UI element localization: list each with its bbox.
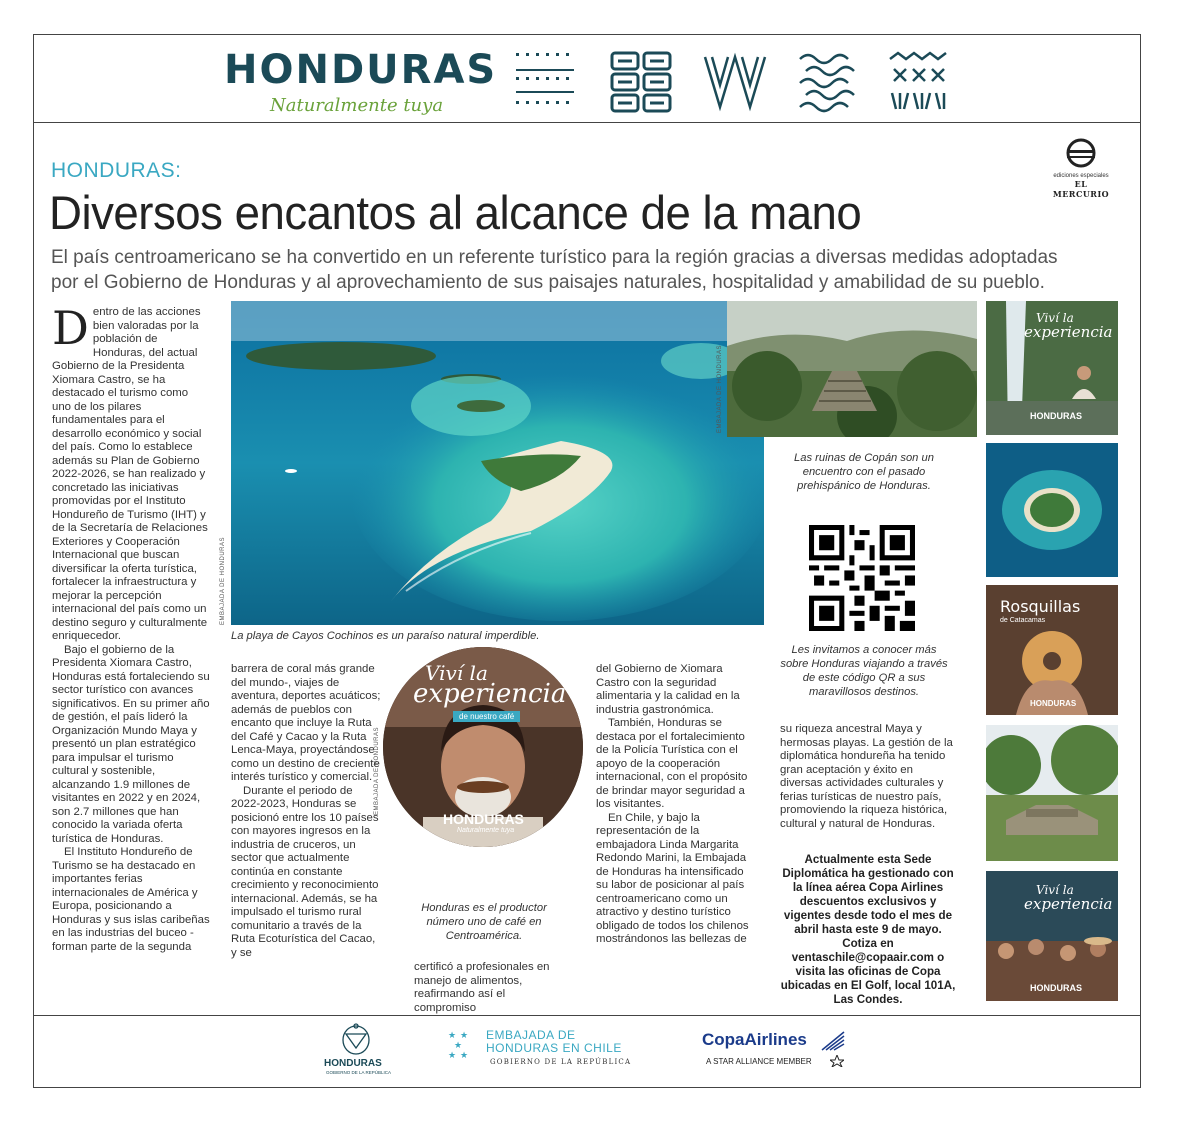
col1-paragraph-1: entro de las acciones bien valoradas por la población de Honduras, del actual Gobierno de la Presidenta Xiomara Castro, se ha destacado el turismo como uno de los pilares fundamentales para el desarrollo económico y social del país. Como lo establece además su Plan de Gobierno 2022-2026, se han realizado y concretado las iniciativas promovidas por el Instituto Hondureño de Turismo (IHT) y de la Secretaría de Relaciones Exteriores y Cooperación Internacional que buscan diversificar la oferta turística, fortalecer la infraestructura y mejorar la percepción internacional del país como un destino seguro y culturalmente enriquecedor. <box>52 306 208 642</box>
copan-court-image <box>986 725 1118 861</box>
footer-copa-sub: A STAR ALLIANCE MEMBER <box>706 1057 812 1066</box>
side-ad-festival[interactable] <box>986 871 1118 1001</box>
wave-v-pattern-icon <box>702 49 768 115</box>
photo-credit-2: EMBAJADA DE HONDURAS <box>717 344 723 433</box>
promo-block: Actualmente esta Sede Diplomática ha gestionado con la línea aérea Copa Airlines descuentos exclusivos y vigentes desde todo el mes de abril hasta este 9 de mayo. Cotiza en ventaschile@copaair.com o visita las oficinas de Copa ubicadas en El Golf, local 101A, Las Condes. <box>780 853 956 1006</box>
column-1 <box>52 301 210 954</box>
footer-logos <box>34 1015 1140 1087</box>
footer-honduras-logo: HONDURAS <box>324 1058 382 1069</box>
mercurio-name: EL MERCURIO <box>1052 179 1110 199</box>
photo-credit-1: EMBAJADA DE HONDURAS <box>220 536 226 625</box>
footer-embassy-line1: EMBAJADA DE <box>486 1028 576 1042</box>
col5-paragraph-1: su riqueza ancestral Maya y hermosas playas. La gestión de la diplomática hondureña ha tenido gran aceptación y éxito en diversas actividades culturales y ferias turísticas de nuestro país, promoviendo la riqueza histórica, cultural y natural de Honduras. <box>780 723 953 830</box>
mercurio-small: ediciones especiales <box>1053 173 1109 179</box>
waves-pattern-icon <box>796 49 862 115</box>
spiral-pattern-icon <box>608 49 674 115</box>
col2-paragraph-2: Durante el periodo de 2022-2023, Honduras se posicionó entre los 10 países con mayores ingresos en la industria de cruceros, un sector que actualmente continúa en constante crecimiento y reconocimiento internacional. Además, se ha impulsado el turismo rural comunitario a través de la Ruta Ecoturística del Cacao, y se <box>231 784 379 959</box>
col2-paragraph-1: barrera de coral más grande del mundo-, viajes de aventura, deportes acuáticos; además de pueblos con encanto que incluye la Ruta del Café y Cacao y la Ruta Lenca-Maya, proyectándose como un destino de creciente interés turístico y comercial. <box>231 663 381 783</box>
side-ad1-title-b: experiencia <box>1024 323 1113 341</box>
tribal-pattern-icon <box>886 49 952 115</box>
el-mercurio-logo <box>1046 138 1116 199</box>
side-ad1-title-a: Viví la <box>1036 311 1074 325</box>
header-banner <box>34 35 1140 123</box>
copan-ruins-photo <box>727 301 977 437</box>
footer-embassy-sub: GOBIERNO DE LA REPÚBLICA <box>490 1058 632 1066</box>
col4-paragraph-1: del Gobierno de Xiomara Castro con la seguridad alimentaria y la calidad en la industria gastronómica. <box>596 663 740 716</box>
side-ad-ruins[interactable] <box>986 725 1118 861</box>
side-ad5-title-a: Viví la <box>1036 883 1074 897</box>
article-headline: Diversos encantos al alcance de la mano <box>49 186 862 239</box>
mercurio-mark-icon <box>1061 138 1101 168</box>
side-ad5-title-b: experiencia <box>1024 895 1113 913</box>
footer-copa-logo: CopaAirlines <box>702 1030 807 1049</box>
cafe-poster <box>383 647 583 847</box>
svg-text:★: ★ <box>448 1051 457 1060</box>
island-top-view-image <box>986 443 1118 577</box>
star-alliance-icon <box>830 1055 844 1067</box>
column-5 <box>780 723 956 831</box>
svg-text:★: ★ <box>454 1041 463 1051</box>
side-ad-island[interactable] <box>986 443 1118 577</box>
col1-paragraph-3: El Instituto Hondureño de Turismo se ha destacado en importantes ferias internacionales de América y Europa, posicionando a Honduras y sus islas caribeñas en las industrias del buceo -forman parte de la segunda <box>52 846 210 953</box>
island-aerial-image <box>231 301 764 625</box>
col3-paragraph: certificó a profesionales en manejo de alimentos, reafirmando así el compromiso <box>414 961 550 1014</box>
side-ad-yoga[interactable] <box>986 301 1118 435</box>
svg-text:★: ★ <box>448 1031 457 1041</box>
cayos-cochinos-photo <box>231 301 764 625</box>
side-ad1-brand: HONDURAS <box>1030 411 1083 421</box>
side-ad3-brand: HONDURAS <box>1030 699 1077 708</box>
footer-embassy-line2: HONDURAS EN CHILE <box>486 1041 622 1055</box>
ruins-image <box>727 301 977 437</box>
footer-honduras-sub: GOBIERNO DE LA REPÚBLICA <box>326 1070 392 1075</box>
photo-credit-3: EMBAJADA DE HONDURAS <box>374 726 380 815</box>
cafe-title-a: Viví la <box>425 661 488 685</box>
side-ad-rosquillas[interactable] <box>986 585 1118 715</box>
side-ad5-brand: HONDURAS <box>1030 983 1083 993</box>
caption-cayos: La playa de Cayos Cochinos es un paraíso natural imperdible. <box>231 630 540 642</box>
svg-text:★: ★ <box>460 1051 469 1060</box>
page <box>33 34 1141 1088</box>
column-3 <box>414 961 564 1015</box>
cafe-ribbon: de nuestro café <box>453 711 520 722</box>
brand-tagline: Naturalmente tuya <box>270 95 444 116</box>
side-ad3-sub: de Catacamas <box>1000 617 1046 624</box>
drop-cap: D <box>52 301 89 355</box>
qr-code[interactable] <box>809 525 915 631</box>
svg-text:★: ★ <box>460 1031 469 1041</box>
dots-pattern-icon <box>512 49 578 115</box>
column-2 <box>231 663 383 960</box>
caption-cafe: Honduras es el productor número uno de café en Centroamérica. <box>421 902 547 942</box>
copa-stripes-icon <box>820 1030 846 1052</box>
honduras-coat-of-arms-icon <box>334 1022 378 1056</box>
caption-copan: Las ruinas de Copán son un encuentro con el pasado prehispánico de Honduras. <box>794 452 934 492</box>
col4-paragraph-2: También, Honduras se destaca por el fortalecimiento de la Policía Turística con el apoyo de la cooperación internacional, con el propósito de brindar mayor seguridad a los visitantes. <box>596 717 748 810</box>
cafe-title-b: experiencia <box>413 679 567 709</box>
side-ad3-title: Rosquillas <box>1000 597 1081 616</box>
col4-paragraph-3: En Chile, y bajo la representación de la embajadora Linda Margarita Redondo Marini, la Embajada de Honduras ha intensificado su labor de posicionar al país centroamericano como un atractivo y destino turístico obligado de todos los chilenos mostrándonos las bellezas de <box>596 811 749 945</box>
caption-qr: Les invitamos a conocer más sobre Honduras viajando a través de este código QR a sus maravillosos destinos. <box>780 644 948 698</box>
article-deck: El país centroamericano se ha convertido en un referente turístico para la región gracias a diversas medidas adoptadas por el Gobierno de Honduras y al aprovechamiento de sus paisajes naturales, hospitalidad y amabilidad de su pueblo. <box>51 247 1058 293</box>
cafe-brand: HONDURAS <box>443 811 524 827</box>
column-4 <box>596 663 756 947</box>
five-stars-icon <box>448 1030 482 1060</box>
col1-paragraph-2: Bajo el gobierno de la Presidenta Xiomara Castro, Honduras está fortaleciendo su sector turístico con avances significativos. En su primer año de gestión, el país lideró la Organización Mundo Maya y presentó un plan estratégico para impulsar el turismo cultural y sostenible, alcanzando 1.9 millones de visitantes en 2022 y en 2024, son 2.7 millones que han conocido la variada oferta turística de Honduras. <box>52 643 210 845</box>
article-kicker: HONDURAS: <box>51 159 182 182</box>
cafe-sub: Naturalmente tuya <box>457 827 515 834</box>
brand-title: HONDURAS <box>224 47 498 93</box>
